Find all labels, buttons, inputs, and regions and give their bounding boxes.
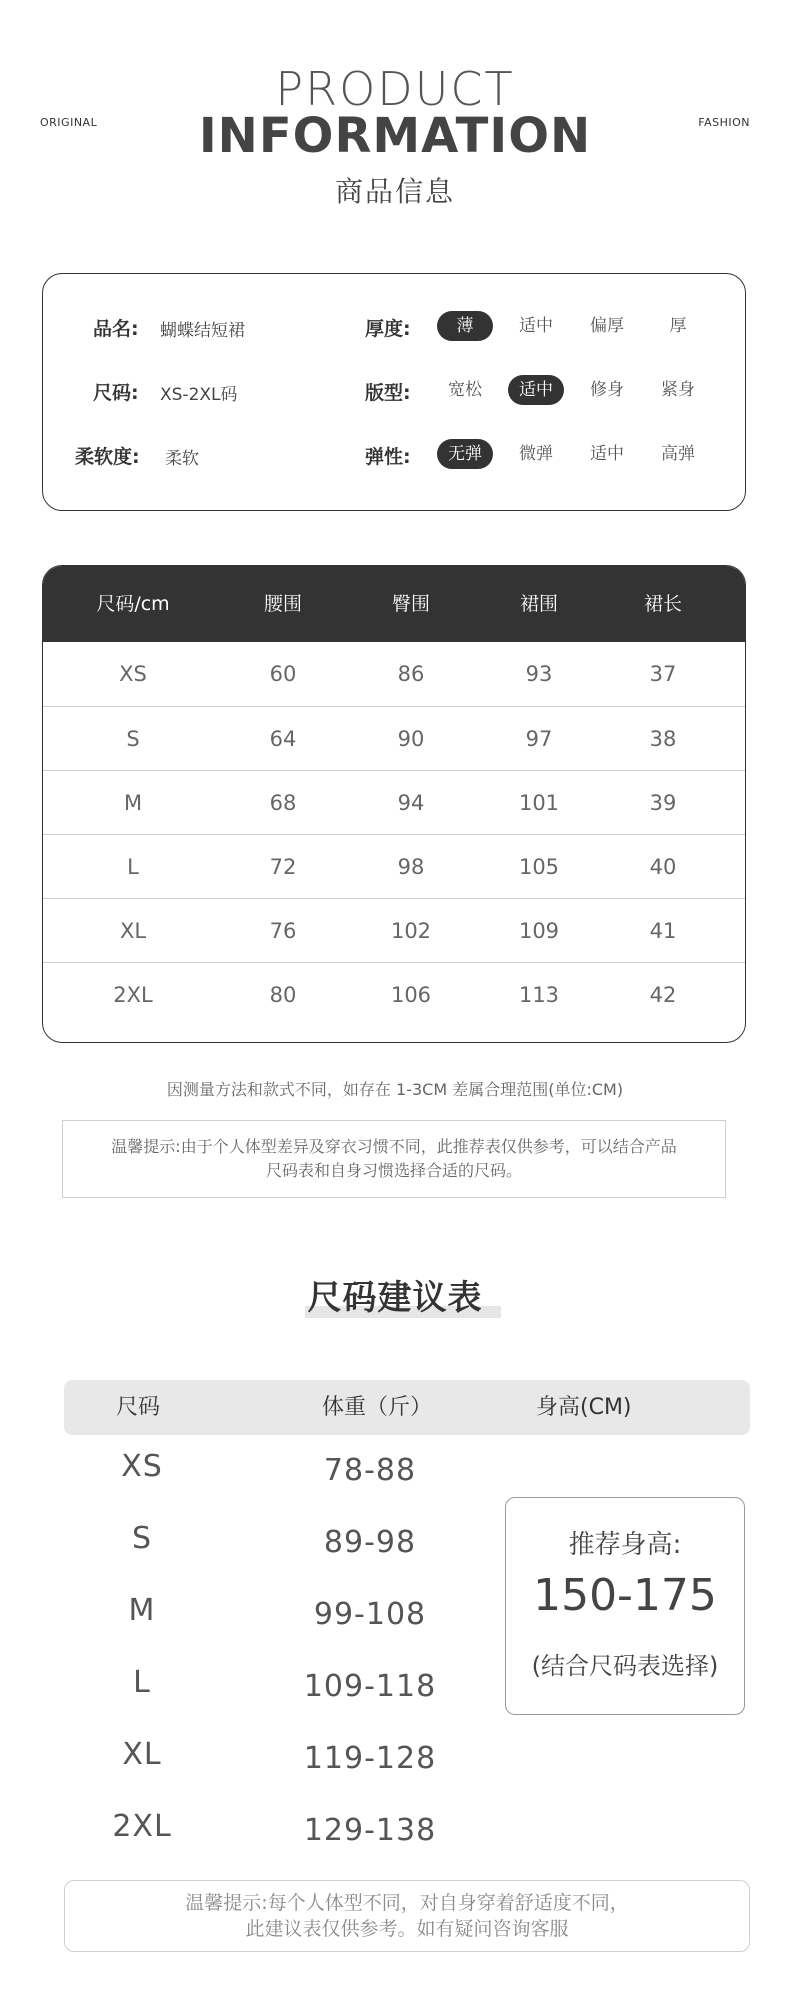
height-note: (结合尺码表选择) [531, 1652, 719, 1680]
thickness-option: 适中 [519, 316, 553, 336]
table-row [43, 770, 745, 834]
warning-box [62, 1120, 726, 1198]
table-cell: 60 [269, 662, 297, 686]
table-row [43, 898, 745, 962]
size-value: XS-2XL码 [160, 385, 238, 405]
rec-size: XL [122, 1737, 162, 1772]
table-cell: 40 [649, 855, 677, 879]
table-cell: 98 [397, 855, 425, 879]
elasticity-label: 弹性: [365, 446, 411, 468]
table-cell: 41 [649, 919, 677, 943]
recommendation-header [64, 1380, 750, 1435]
rec-size: M [128, 1593, 156, 1628]
height-label: 推荐身高: [568, 1530, 682, 1560]
table-cell: L [127, 855, 139, 879]
rec-size: XS [121, 1449, 163, 1484]
table-cell: 64 [269, 727, 297, 751]
size-table [42, 565, 746, 1043]
warning-line: 温馨提示:由于个人体型差异及穿衣习惯不同，此推荐表仅供参考，可以结合产品 [111, 1137, 677, 1156]
rec-header-weight: 体重（斤） [322, 1395, 433, 1420]
table-cell: 42 [649, 983, 677, 1007]
table-row [43, 706, 745, 770]
header-left-tag: ORIGINAL [40, 116, 98, 129]
bottom-tip-line: 温馨提示:每个人体型不同，对自身穿着舒适度不同， [185, 1892, 629, 1914]
table-cell: 80 [269, 983, 297, 1007]
table-cell: M [123, 791, 143, 815]
fit-option: 宽松 [448, 380, 482, 400]
rec-weight: 78-88 [323, 1453, 417, 1488]
rec-weight: 89-98 [323, 1525, 417, 1560]
rec-header-height: 身高(CM) [536, 1395, 632, 1420]
table-cell: 72 [269, 855, 297, 879]
header-cell: 腰围 [263, 593, 302, 615]
elasticity-option: 微弹 [519, 444, 553, 464]
rec-weight: 109-118 [303, 1669, 437, 1704]
thickness-label: 厚度: [365, 318, 411, 340]
fit-option: 紧身 [661, 380, 695, 400]
rec-size: L [133, 1665, 151, 1700]
warning-line: 尺码表和自身习惯选择合适的尺码。 [265, 1161, 522, 1180]
fit-option: 修身 [590, 380, 624, 400]
table-cell: 102 [390, 919, 432, 943]
elasticity-option: 高弹 [661, 444, 695, 464]
table-cell: 90 [397, 727, 425, 751]
table-cell: 76 [269, 919, 297, 943]
fit-label: 版型: [365, 382, 411, 404]
table-cell: S [126, 727, 140, 751]
table-row [43, 834, 745, 898]
bottom-tip-line: 此建议表仅供参考。如有疑问咨询客服 [245, 1918, 569, 1940]
table-cell: 105 [518, 855, 560, 879]
header-cell: 裙围 [519, 593, 558, 615]
table-row [43, 642, 745, 706]
size-label: 尺码: [93, 382, 139, 404]
table-cell: 86 [397, 662, 425, 686]
title-information: INFORMATION [198, 108, 592, 164]
table-cell: 93 [525, 662, 553, 686]
size-table-header [43, 566, 745, 642]
elasticity-option: 适中 [590, 444, 624, 464]
table-cell: 97 [525, 727, 553, 751]
thickness-option: 薄 [437, 311, 493, 341]
measurement-note: 因测量方法和款式不同，如存在 1-3CM 差属合理范围(单位:CM) [166, 1080, 624, 1099]
rec-size: 2XL [112, 1809, 172, 1844]
table-cell: 2XL [113, 983, 153, 1007]
table-cell: 113 [518, 983, 560, 1007]
recommended-height-box [505, 1497, 745, 1715]
table-cell: 109 [518, 919, 560, 943]
table-cell: 106 [390, 983, 432, 1007]
header-right-tag: FASHION [698, 116, 750, 129]
title-product: PRODUCT [275, 62, 515, 116]
rec-size: S [131, 1521, 153, 1556]
recommendation-title: 尺码建议表 [307, 1278, 483, 1318]
header-cell: 尺码/cm [96, 593, 170, 615]
table-cell: 39 [649, 791, 677, 815]
rec-header-size: 尺码 [116, 1395, 161, 1420]
softness-label: 柔软度: [75, 446, 140, 468]
rec-weight: 99-108 [313, 1597, 427, 1632]
table-cell: XL [119, 919, 147, 943]
rec-weight: 129-138 [303, 1813, 437, 1848]
name-label: 品名: [93, 318, 139, 340]
height-range: 150-175 [533, 1570, 717, 1621]
elasticity-option: 无弹 [437, 439, 493, 469]
table-row [43, 962, 745, 1026]
title-subtitle: 商品信息 [334, 175, 455, 208]
table-cell: 94 [397, 791, 425, 815]
table-cell: 101 [518, 791, 560, 815]
thickness-option: 厚 [669, 316, 687, 336]
bottom-tip-box [64, 1880, 750, 1952]
header-cell: 臀围 [391, 593, 430, 615]
table-cell: XS [119, 662, 147, 686]
table-cell: 38 [649, 727, 677, 751]
softness-value: 柔软 [165, 449, 199, 469]
table-cell: 37 [649, 662, 677, 686]
rec-weight: 119-128 [303, 1741, 437, 1776]
fit-option: 适中 [508, 375, 564, 405]
thickness-option: 偏厚 [590, 316, 624, 336]
name-value: 蝴蝶结短裙 [160, 321, 245, 341]
product-info-box [42, 273, 746, 511]
table-cell: 68 [269, 791, 297, 815]
header-cell: 裙长 [643, 593, 682, 615]
